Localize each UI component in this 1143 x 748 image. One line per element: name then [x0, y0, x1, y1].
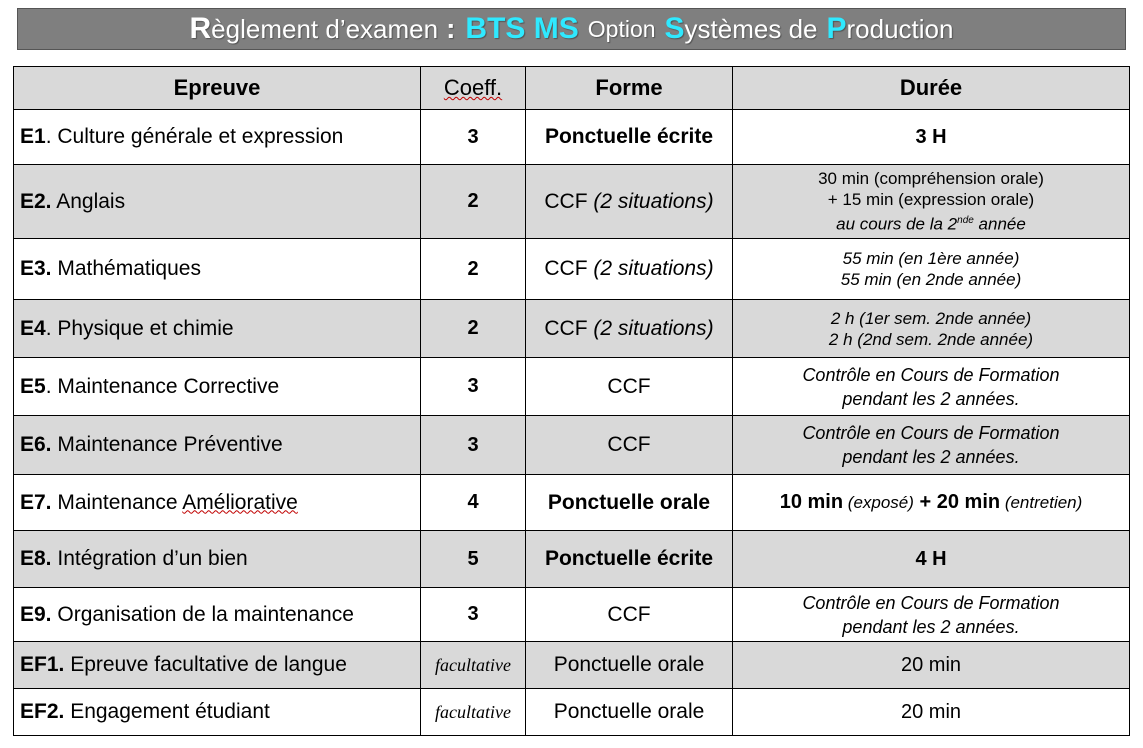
- title-initial-s: S: [664, 12, 685, 45]
- epreuve-name: Maintenance: [51, 490, 183, 514]
- epreuve-code: EF2.: [20, 700, 65, 723]
- duree-cell: [733, 165, 1130, 239]
- duree-line-2: + 15 min (expression orale): [827, 190, 1035, 210]
- title-colon: :: [446, 13, 456, 44]
- coeff-cell: 3: [421, 110, 526, 165]
- duree-line-1: 55 min (en 1ère année): [842, 249, 1020, 268]
- table-row-e3: [14, 239, 1130, 300]
- duree-cell: [733, 358, 1130, 416]
- epreuve-name: Epreuve facultative de langue: [64, 653, 347, 676]
- duree-line-1: Contrôle en Cours de Formation: [802, 592, 1060, 613]
- epreuve-cell: [14, 689, 421, 736]
- coeff-cell: 3: [421, 588, 526, 642]
- forme-cell: CCF: [526, 416, 733, 475]
- header-epreuve: Epreuve: [14, 67, 421, 110]
- header-duree: Durée: [733, 67, 1130, 110]
- forme-ccf: CCF: [544, 257, 594, 280]
- epreuve-cell: [14, 110, 421, 165]
- coeff-cell: 2: [421, 239, 526, 300]
- epreuve-code: E3.: [20, 257, 52, 280]
- table-row-e5: [14, 358, 1130, 416]
- duree-text: année: [973, 214, 1026, 234]
- table-row-e8: [14, 531, 1130, 588]
- forme-ccf: CCF: [544, 189, 594, 213]
- forme-cell: CCF: [526, 358, 733, 416]
- table-row-e4: [14, 300, 1130, 358]
- epreuve-name: Engagement étudiant: [64, 700, 270, 723]
- epreuve-name: Maintenance Préventive: [51, 433, 283, 456]
- title-bts-ms: BTS MS: [465, 12, 579, 45]
- epreuve-name-ameliorative: Améliorative: [182, 490, 298, 514]
- epreuve-name: Anglais: [51, 189, 126, 213]
- epreuve-code: E7.: [20, 490, 52, 514]
- title-initial-r: R: [189, 12, 212, 45]
- duree-line-1: Contrôle en Cours de Formation: [802, 364, 1060, 385]
- forme-cell: [526, 300, 733, 358]
- header-coeff: Coeff.: [421, 67, 526, 110]
- table-row-ef1: [14, 642, 1130, 689]
- duree-cell: 20 min: [733, 689, 1130, 736]
- exam-table: [13, 66, 1130, 736]
- forme-cell: [526, 165, 733, 239]
- epreuve-name: . Maintenance Corrective: [45, 374, 280, 398]
- duree-line-2: pendant les 2 années.: [842, 447, 1020, 467]
- duree-text: au cours de la 2: [836, 214, 958, 234]
- duree-cell: [733, 300, 1130, 358]
- title-option: Option: [587, 15, 656, 42]
- epreuve-name: Intégration d’un bien: [51, 547, 248, 570]
- coeff-cell: facultative: [421, 689, 526, 736]
- epreuve-cell: [14, 358, 421, 416]
- coeff-cell: 4: [421, 475, 526, 531]
- duree-line-3: [733, 210, 1129, 235]
- epreuve-cell: [14, 588, 421, 642]
- duree-line-2: 2 h (2nd sem. 2nde année): [828, 329, 1034, 349]
- title-production: roduction: [846, 13, 954, 44]
- epreuve-cell: [14, 239, 421, 300]
- forme-cell: CCF: [526, 588, 733, 642]
- duree-cell: 4 H: [733, 531, 1130, 588]
- epreuve-code: E2.: [20, 189, 52, 213]
- forme-cell: Ponctuelle orale: [526, 689, 733, 736]
- table-header-row: [14, 67, 1130, 110]
- duree-line-1: Contrôle en Cours de Formation: [802, 423, 1060, 443]
- epreuve-name: Mathématiques: [51, 257, 201, 280]
- epreuve-cell: [14, 475, 421, 531]
- epreuve-cell: [14, 416, 421, 475]
- duree-cell: 20 min: [733, 642, 1130, 689]
- duree-line-1: 30 min (compréhension orale): [818, 169, 1044, 189]
- table-row-e9: [14, 588, 1130, 642]
- epreuve-code: E6.: [20, 433, 52, 456]
- duree-cell: 3 H: [733, 110, 1130, 165]
- title-initial-p: P: [826, 12, 847, 45]
- forme-cell: [526, 239, 733, 300]
- table-row-e2: [14, 165, 1130, 239]
- forme-situations: (2 situations): [593, 189, 714, 213]
- duree-line-2: pendant les 2 années.: [842, 388, 1020, 409]
- epreuve-name: . Culture générale et expression: [45, 125, 344, 148]
- table-row-ef2: [14, 689, 1130, 736]
- epreuve-cell: [14, 165, 421, 239]
- duree-line-2: pendant les 2 années.: [842, 616, 1020, 637]
- forme-cell: Ponctuelle écrite: [526, 110, 733, 165]
- duree-line-1: 2 h (1er sem. 2nde année): [830, 308, 1032, 328]
- duree-cell: [733, 475, 1130, 531]
- page-title: [17, 8, 1126, 50]
- table-row-e7: [14, 475, 1130, 531]
- table-row-e1: [14, 110, 1130, 165]
- epreuve-cell: [14, 642, 421, 689]
- forme-situations: (2 situations): [593, 257, 714, 280]
- epreuve-code: E8.: [20, 547, 52, 570]
- forme-cell: Ponctuelle écrite: [526, 531, 733, 588]
- duree-entretien-time: + 20 min: [913, 491, 1001, 513]
- epreuve-code: EF1.: [20, 653, 65, 676]
- epreuve-name: Organisation de la maintenance: [51, 602, 354, 626]
- duree-cell: [733, 416, 1130, 475]
- forme-cell: Ponctuelle orale: [526, 642, 733, 689]
- title-reglement: èglement d’examen: [211, 13, 439, 44]
- epreuve-cell: [14, 300, 421, 358]
- epreuve-code: E5: [20, 374, 46, 398]
- duree-expose-label: (exposé): [843, 493, 914, 512]
- table-row-e6: [14, 416, 1130, 475]
- duree-sup: nde: [957, 215, 974, 227]
- forme-ccf: CCF: [544, 316, 594, 340]
- coeff-cell: 3: [421, 358, 526, 416]
- title-systemes-de: ystèmes de: [684, 13, 818, 44]
- forme-cell: Ponctuelle orale: [526, 475, 733, 531]
- epreuve-name: . Physique et chimie: [45, 316, 234, 340]
- epreuve-code: E9.: [20, 602, 52, 626]
- coeff-cell: facultative: [421, 642, 526, 689]
- forme-situations: (2 situations): [593, 316, 714, 340]
- epreuve-cell: [14, 531, 421, 588]
- coeff-cell: 2: [421, 165, 526, 239]
- epreuve-code: E4: [20, 316, 46, 340]
- epreuve-code: E1: [20, 125, 46, 148]
- duree-entretien-label: (entretien): [1000, 493, 1083, 512]
- coeff-cell: 5: [421, 531, 526, 588]
- header-forme: Forme: [526, 67, 733, 110]
- duree-cell: [733, 239, 1130, 300]
- coeff-cell: 3: [421, 416, 526, 475]
- duree-expose-time: 10 min: [779, 491, 844, 513]
- coeff-cell: 2: [421, 300, 526, 358]
- duree-line-2: 55 min (en 2nde année): [840, 270, 1022, 289]
- duree-cell: [733, 588, 1130, 642]
